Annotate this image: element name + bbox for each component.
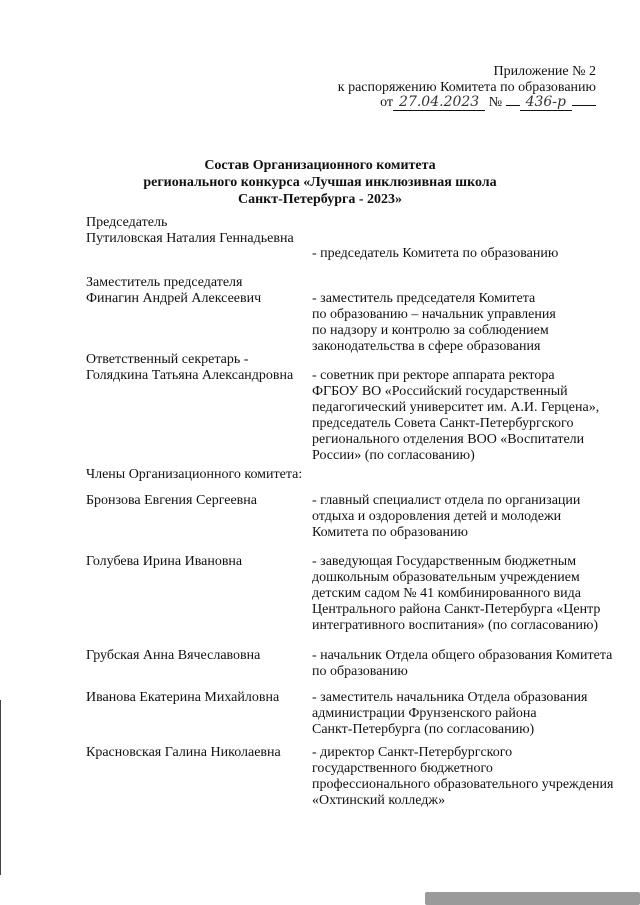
member-name: Красновская Галина Николаевна xyxy=(86,745,281,760)
position-line: - председатель Комитета по образованию xyxy=(312,246,559,261)
position-line: - заместитель председателя Комитета xyxy=(312,291,536,306)
chairman-position xyxy=(312,246,612,262)
secretary-role: Ответственный секретарь - xyxy=(86,352,249,367)
position-line: - заместитель начальника Отдела образования xyxy=(312,690,588,705)
position-line: Центрального района Санкт-Петербурга «Центр xyxy=(312,602,601,617)
member-name: Голубева Ирина Ивановна xyxy=(86,554,243,569)
scan-edge-line xyxy=(0,700,1,875)
position-line: Комитета по образованию xyxy=(312,525,468,540)
title-line-1: Состав Организационного комитета xyxy=(204,158,436,173)
position-line: - директор Санкт-Петербургского xyxy=(312,745,513,760)
member-name: Иванова Екатерина Михайловна xyxy=(86,690,280,705)
position-line: России» (по согласованию) xyxy=(312,448,475,463)
position-line: государственного бюджетного xyxy=(312,761,493,776)
handwritten-number: 436-р xyxy=(520,94,572,111)
position-line: «Охтинский колледж» xyxy=(312,793,446,808)
secretary-block xyxy=(86,352,293,384)
member-position xyxy=(312,745,612,809)
position-line: ФГБОУ ВО «Российский государственный xyxy=(312,384,568,399)
position-line: - главный специалист отдела по организации xyxy=(312,493,581,508)
position-line: - заведующая Государственным бюджетным xyxy=(312,554,577,569)
handwritten-date: 27.04.2023 xyxy=(393,94,485,111)
position-line: Санкт-Петербурга (по согласованию) xyxy=(312,722,535,737)
blank-line xyxy=(506,105,520,106)
position-line: профессионального образовательного учреждения xyxy=(312,777,614,792)
member-position xyxy=(312,554,612,634)
position-line: по образованию xyxy=(312,664,408,679)
position-line: - начальник Отдела общего образования Комитета xyxy=(312,648,613,663)
member-position xyxy=(312,690,612,738)
appendix-order-reference: к распоряжению Комитета по образованию xyxy=(337,80,596,95)
chairman-role: Председатель xyxy=(86,215,168,230)
order-date-number xyxy=(380,94,596,111)
member-name: Грубская Анна Вячеславовна xyxy=(86,648,261,663)
title-line-2: регионального конкурса «Лучшая инклюзивная школа xyxy=(143,175,497,190)
position-line: детским садом № 41 комбинированного вида xyxy=(312,586,581,601)
position-line: администрации Фрунзенского района xyxy=(312,706,537,721)
document-title xyxy=(0,157,640,208)
position-line: интегративного воспитания» (по согласованию) xyxy=(312,618,599,633)
position-line: дошкольным образовательным учреждением xyxy=(312,570,580,585)
members-heading: Члены Организационного комитета: xyxy=(86,467,303,482)
appendix-number: Приложение № 2 xyxy=(493,64,596,79)
chairman-block xyxy=(86,215,294,247)
blank-line xyxy=(572,105,596,106)
position-line: педагогический университет им. А.И. Герцена», xyxy=(312,400,600,415)
position-line: председатель Совета Санкт-Петербургского xyxy=(312,416,574,431)
scan-smudge xyxy=(425,892,640,905)
position-line: - советник при ректоре аппарата ректора xyxy=(312,368,555,383)
chairman-name: Путиловская Наталия Геннадьевна xyxy=(86,231,294,246)
member-name: Бронзова Евгения Сергеевна xyxy=(86,493,258,508)
position-line: регионального отделения ВОО «Воспитатели xyxy=(312,432,585,447)
position-line: отдыха и оздоровления детей и молодежи xyxy=(312,509,562,524)
number-prefix: № xyxy=(488,95,503,110)
deputy-name: Финагин Андрей Алексеевич xyxy=(86,291,262,306)
secretary-name: Голядкина Татьяна Александровна xyxy=(86,368,294,383)
appendix-header xyxy=(296,64,596,96)
member-position xyxy=(312,493,612,541)
deputy-block xyxy=(86,275,261,307)
member-position xyxy=(312,648,612,680)
deputy-position xyxy=(312,291,612,355)
title-line-3: Санкт-Петербурга - 2023» xyxy=(237,192,403,207)
date-prefix: от xyxy=(380,95,394,110)
position-line: по надзору и контролю за соблюдением xyxy=(312,323,549,338)
position-line: законодательства в сфере образования xyxy=(312,339,541,354)
deputy-role: Заместитель председателя xyxy=(86,275,243,290)
secretary-position xyxy=(312,368,612,464)
position-line: по образованию – начальник управления xyxy=(312,307,556,322)
